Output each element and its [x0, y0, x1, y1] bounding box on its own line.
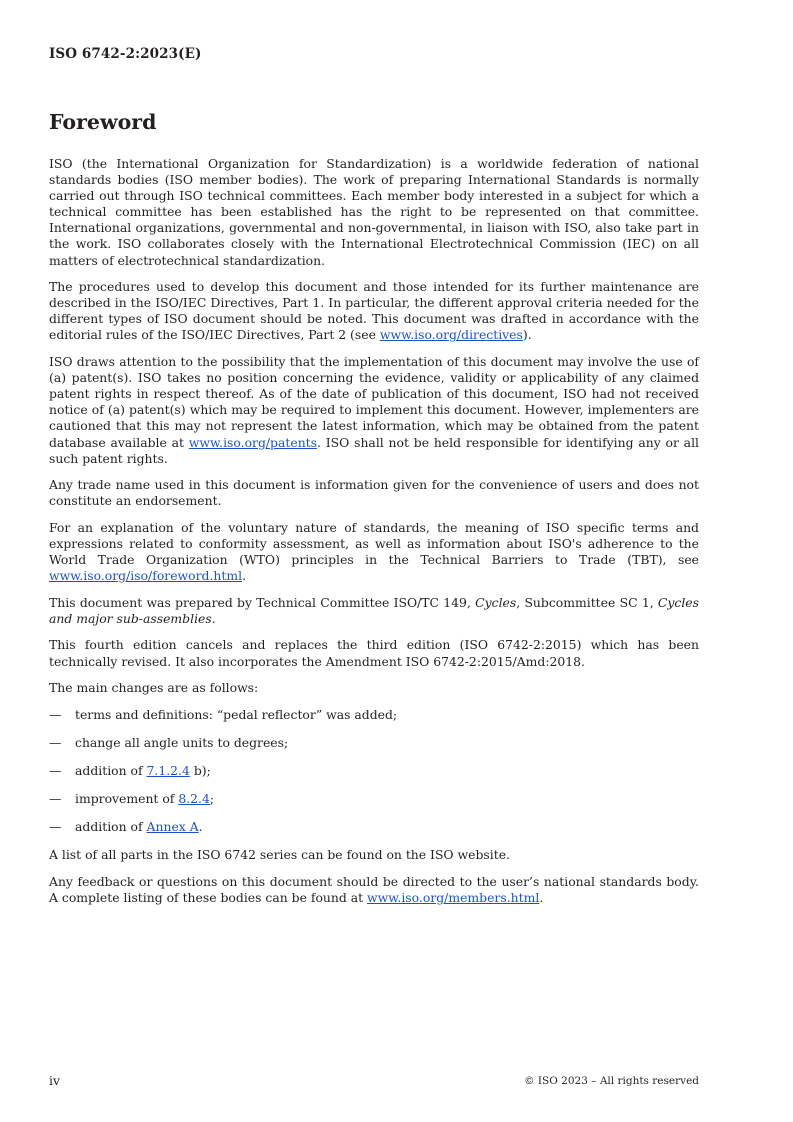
list-item: — addition of 7.1.2.4 b); — [49, 762, 211, 778]
dash-marker: — — [49, 762, 62, 778]
foreword-body — [49, 156, 699, 916]
patents-link[interactable]: www.iso.org/patents — [188, 434, 318, 450]
paragraph: This fourth edition cancels and replaces the third edition (ISO 6742-2:2015) which has been technically revised. It also incorporates the Amendment ISO 6742-2:2015/Amd:2018. — [49, 637, 699, 669]
paragraph: This document was prepared by Technical Committee ISO/TC 149, Cycles, Subcommittee SC 1, Cycles and major sub-assemblies. — [49, 594, 699, 626]
dash-marker: — — [49, 706, 62, 722]
copyright-notice: © ISO 2023 – All rights reserved — [524, 1075, 699, 1087]
page-number: iv — [49, 1073, 60, 1088]
paragraph: The main changes are as follows: — [49, 680, 259, 696]
document-code: ISO 6742-2:2023(E) — [49, 46, 202, 62]
paragraph: ISO draws attention to the possibility that the implementation of this document may involve the use of (a) patent(s). ISO takes no position concerning the evidence, validity or applicability of any claimed patent rights in respect thereof. As of the date of publication of this document, ISO had not received notice of (a) patent(s) which may be required to implement this document. However, implementers are cautioned that this may not represent the latest information, which may be obtained from the patent database available at www.iso.org/patents. ISO shall not be held responsible for identifying any or all such patent rights. — [49, 354, 699, 466]
page-title: Foreword — [49, 110, 157, 134]
dash-marker: — — [49, 734, 62, 750]
list-item: — addition of Annex A. — [49, 819, 203, 835]
paragraph: Any trade name used in this document is information given for the convenience of users and does not constitute an endorsement. — [49, 477, 699, 509]
foreword-link[interactable]: www.iso.org/iso/foreword.html — [49, 568, 243, 584]
list-item: — improvement of 8.2.4; — [49, 791, 215, 806]
clause-8-2-4-link[interactable]: 8.2.4 — [178, 791, 210, 806]
clause-7-1-2-4-link[interactable]: 7.1.2.4 — [146, 762, 190, 778]
paragraph: ISO (the International Organization for Standardization) is a worldwide federation of national standards bodies (ISO member bodies). The work of preparing International Standards is normally carried out through ISO technical committees. Each member body interested in a subject for which a technical committee has been established has the right to be represented on that committee. International organizations, governmental and non-governmental, in liaison with ISO, also take part in the work. ISO collaborates closely with the International Electrotechnical Commission (IEC) on all matters of electrotechnical standardization. — [49, 156, 699, 268]
paragraph: The procedures used to develop this document and those intended for its further maintenance are described in the ISO/IEC Directives, Part 1. In particular, the different approval criteria needed for the different types of ISO document should be noted. This document was drafted in accordance with the editorial rules of the ISO/IEC Directives, Part 2 (see www.iso.org/directives). — [49, 279, 699, 343]
paragraph: For an explanation of the voluntary nature of standards, the meaning of ISO specific terms and expressions related to conformity assessment, as well as information about ISO's adherence to the World Trade Organization (WTO) principles in the Technical Barriers to Trade (TBT), see www.iso.org/iso/foreword.html. — [49, 519, 699, 584]
list-item: — terms and definitions: “pedal reflector” was added; — [49, 706, 398, 722]
dash-marker: — — [49, 791, 62, 806]
annex-a-link[interactable]: Annex A — [146, 819, 199, 835]
list-item: — change all angle units to degrees; — [49, 734, 289, 750]
paragraph: A list of all parts in the ISO 6742 series can be found on the ISO website. — [49, 847, 510, 863]
dash-marker: — — [49, 819, 62, 835]
directives-link[interactable]: www.iso.org/directives — [379, 327, 523, 343]
members-link[interactable]: www.iso.org/members.html — [367, 889, 540, 905]
paragraph: Any feedback or questions on this document should be directed to the user’s national standards body. A complete listing of these bodies can be found at www.iso.org/members.html. — [49, 873, 699, 905]
